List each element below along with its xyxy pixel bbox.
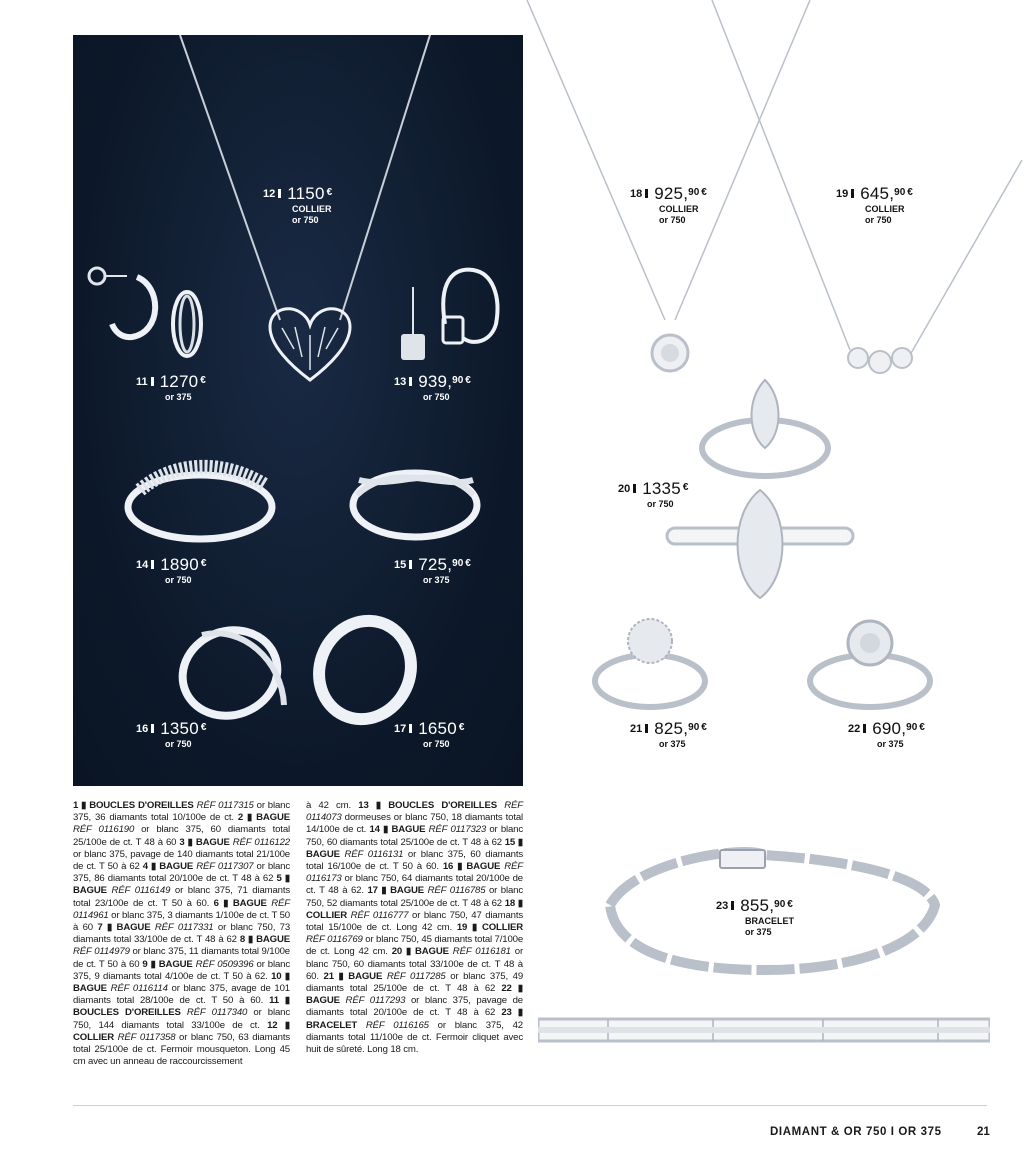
- description-item-title: 9 ▮ BAGUE: [142, 958, 196, 970]
- currency-symbol: €: [787, 899, 793, 910]
- product-number: 19: [836, 188, 849, 200]
- description-column-1: [73, 800, 290, 1068]
- price-label-21: [630, 720, 707, 749]
- description-item-title: 15 ▮ BAGUE: [306, 836, 523, 860]
- description-item-ref: RÉF 0116777: [350, 909, 409, 921]
- price-label-11: [136, 373, 206, 402]
- currency-symbol: €: [200, 375, 206, 386]
- price-label-16: [136, 720, 206, 749]
- description-item-ref: RÉF 0117315: [196, 800, 254, 811]
- ring-20-top-illustration: [695, 378, 835, 483]
- separator-bar: [645, 724, 648, 733]
- description-item-text: or blanc 750, 64 diamants total 20/100e de ct. T 48 à 62.: [306, 873, 523, 897]
- price-label-20: [618, 480, 688, 509]
- description-item-text: or blanc 375, 36 diamants total 10/100e de ct.: [73, 800, 290, 824]
- separator-bar: [863, 724, 866, 733]
- description-item-title: 2 ▮ BAGUE: [237, 812, 291, 824]
- description-item-title: 12 ▮ COLLIER: [73, 1019, 290, 1043]
- description-item-ref: RÉF 0114961: [73, 897, 290, 921]
- earrings-13-illustration: [393, 262, 508, 372]
- description-item-title: 5 ▮ BAGUE: [73, 873, 290, 897]
- price-label-19: [836, 185, 913, 225]
- product-metal: or 375: [659, 739, 686, 749]
- ring-17-illustration: [303, 612, 428, 727]
- separator-bar: [151, 724, 154, 733]
- description-item-title: 8 ▮ BAGUE: [239, 934, 290, 946]
- description-item-text: or blanc 375, 60 diamants total 16/100e de ct. T 50 à 60.: [306, 848, 524, 873]
- product-metal: or 375: [423, 575, 450, 585]
- description-item-text: or blanc 375, 9 diamants total 4/100e de ct. T 50 à 62.: [73, 958, 290, 982]
- currency-symbol: €: [200, 722, 207, 733]
- description-item-title: 7 ▮ BAGUE: [97, 922, 155, 934]
- product-metal: or 750: [423, 739, 450, 749]
- product-price: 1335: [642, 479, 681, 498]
- description-item-title: 20 ▮ BAGUE: [391, 946, 453, 958]
- description-item-text: or blanc 375, 11 diamants total 9/100e de ct. T 50 à 60: [73, 946, 290, 970]
- currency-symbol: €: [200, 558, 207, 569]
- product-price: 725,: [418, 555, 453, 574]
- price-label-18: [630, 185, 707, 225]
- product-price: 1890: [160, 555, 199, 574]
- description-item-ref: RÉF 0114979: [73, 946, 130, 958]
- product-price-cents: 90: [688, 722, 700, 733]
- product-metal: or 750: [423, 392, 450, 402]
- footer-divider: [73, 1105, 987, 1106]
- bracelet-23-strip-illustration: [538, 1013, 990, 1053]
- description-item-text: or blanc 375, 60 diamants total 25/100e de ct. T 48 à 60: [73, 824, 290, 848]
- description-item-text: or blanc 375, pavage de diamants total 20/100e de ct. T 48 à 62: [306, 995, 523, 1019]
- page-number: 21: [977, 1126, 990, 1138]
- description-item-title: 11 ▮ BOUCLES D'OREILLES: [73, 995, 290, 1019]
- separator-bar: [409, 560, 412, 569]
- product-number: 18: [630, 188, 643, 200]
- description-item-ref: RÉF 0116165: [365, 1019, 429, 1031]
- product-type: BRACELET: [745, 916, 794, 926]
- product-metal: or 375: [165, 392, 192, 402]
- currency-symbol: €: [682, 482, 689, 493]
- product-price: 690,: [872, 719, 907, 738]
- currency-symbol: €: [919, 722, 925, 733]
- product-metal: or 375: [877, 739, 904, 749]
- description-item-ref: RÉF 0117340: [186, 1007, 248, 1019]
- separator-bar: [151, 560, 154, 569]
- product-number: 20: [618, 483, 631, 495]
- product-price: 925,: [654, 184, 689, 203]
- description-item-title: 14 ▮ BAGUE: [369, 824, 429, 836]
- description-item-text: dormeuses or blanc 750, 18 diamants total 14/100e de ct.: [306, 812, 523, 836]
- description-item-ref: RÉF 0509396: [195, 958, 254, 970]
- description-item-ref: RÉF 0114073: [306, 800, 523, 824]
- separator-bar: [645, 189, 648, 198]
- currency-symbol: €: [907, 187, 913, 198]
- description-item-title: 17 ▮ BAGUE: [367, 885, 428, 897]
- description-item-text: or blanc 750, 63 diamants total 25/100e de ct. Fermoir mousqueton. Long 45 cm avec un anneau de raccourcissement: [73, 1031, 290, 1068]
- description-item-title: 21 ▮ BAGUE: [323, 970, 387, 982]
- description-item-title: 19 ▮ COLLIER: [456, 922, 523, 934]
- ring-15-illustration: [345, 455, 485, 550]
- description-item-text: or blanc 750, 60 diamants total 25/100e de ct. T 48 à 62: [306, 824, 524, 848]
- description-item-text: or blanc 375, 49 diamants total 25/100e de ct. T 48 à 62: [306, 970, 524, 995]
- description-column-2: [306, 800, 523, 1056]
- product-number: 22: [848, 723, 861, 735]
- product-number: 16: [136, 723, 149, 735]
- separator-bar: [151, 377, 154, 386]
- description-item-ref: RÉF 0117307: [196, 861, 254, 873]
- description-item-text: or blanc 750, 52 diamants total 25/100e de ct. T 48 à 62: [306, 885, 523, 909]
- description-item-text: or blanc 750, 47 diamants total 15/100e de ct. Long 42 cm.: [306, 909, 523, 934]
- product-price-cents: 90: [894, 187, 906, 198]
- currency-symbol: €: [458, 722, 465, 733]
- description-item-ref: RÉF 0116190: [73, 824, 135, 836]
- product-number: 15: [394, 559, 407, 571]
- description-item-ref: RÉF 0116181: [452, 946, 511, 958]
- product-type: COLLIER: [865, 204, 905, 214]
- product-metal: or 750: [659, 215, 686, 225]
- description-item-ref: RÉF 0117293: [345, 995, 406, 1007]
- product-price-cents: 90: [688, 187, 700, 198]
- description-item-text: or blanc 375, 86 diamants total 20/100e de ct. T 48 à 62: [73, 861, 291, 885]
- product-price: 1270: [159, 372, 199, 391]
- product-price: 1350: [160, 719, 199, 738]
- description-item-ref: RÉF 0116149: [111, 885, 171, 897]
- price-label-22: [848, 720, 925, 749]
- description-item-title: 16 ▮ BAGUE: [442, 861, 505, 873]
- separator-bar: [633, 484, 636, 493]
- separator-bar: [851, 189, 854, 198]
- product-metal: or 375: [745, 927, 772, 937]
- separator-bar: [409, 724, 412, 733]
- description-item-text: or blanc 750, 60 diamants total 33/100e de ct. T 48 à 60.: [306, 946, 523, 982]
- separator-bar: [278, 189, 281, 198]
- product-number: 14: [136, 559, 149, 571]
- description-item-ref: RÉF 0117358: [117, 1031, 176, 1043]
- product-metal: or 750: [647, 499, 674, 509]
- description-item-ref: RÉF 0116785: [427, 885, 486, 897]
- ring-20-side-illustration: [665, 488, 855, 603]
- product-price-cents: 90: [452, 375, 464, 386]
- product-price-cents: 90: [452, 558, 464, 569]
- price-label-13: [394, 373, 471, 402]
- price-label-23: [716, 897, 794, 937]
- description-item-ref: RÉF 0116122: [232, 836, 290, 848]
- currency-symbol: €: [465, 558, 471, 569]
- price-label-15: [394, 556, 471, 585]
- description-item-title: 23 ▮ BRACELET: [306, 1007, 523, 1031]
- description-item-text: or blanc 750, 45 diamants total 7/100e de ct. Long 42 cm.: [306, 934, 524, 958]
- product-price: 825,: [654, 719, 689, 738]
- description-item-title: 1 ▮ BOUCLES D'OREILLES: [73, 800, 197, 811]
- ring-21-illustration: [590, 613, 715, 713]
- description-item-ref: RÉF 0116131: [344, 848, 404, 860]
- description-item-ref: RÉF 0117323: [428, 824, 487, 836]
- product-price-cents: 90: [906, 722, 918, 733]
- ring-16-illustration: [172, 615, 297, 725]
- product-number: 12: [263, 188, 276, 200]
- earrings-11-illustration: [82, 262, 212, 367]
- description-item-text: or blanc 375, 71 diamants total 23/100e de ct. T 50 à 60.: [73, 885, 291, 909]
- product-number: 13: [394, 376, 407, 388]
- description-item-text: or blanc 375, 3 diamants 1/100e de ct. T 50 à 60: [73, 909, 290, 934]
- description-item-ref: RÉF 0117285: [386, 970, 446, 982]
- description-item-title: 13 ▮ BOUCLES D'OREILLES: [358, 800, 505, 811]
- product-metal: or 750: [165, 575, 192, 585]
- product-price-cents: 90: [774, 899, 786, 910]
- description-item-title: 4 ▮ BAGUE: [142, 861, 197, 873]
- description-item-text: or blanc 375, avage de 101 diamants total 28/100e de ct. T 50 à 60.: [73, 983, 290, 1007]
- price-label-12: [263, 185, 332, 225]
- separator-bar: [409, 377, 412, 386]
- ring-14-illustration: [115, 455, 285, 550]
- description-item-title: 3 ▮ BAGUE: [179, 836, 233, 848]
- description-item-title: 6 ▮ BAGUE: [213, 897, 272, 909]
- currency-symbol: €: [326, 187, 333, 198]
- price-label-17: [394, 720, 464, 749]
- description-item-ref: RÉF 0117331: [154, 922, 214, 934]
- description-item-ref: RÉF 0116114: [110, 983, 168, 995]
- description-item-ref: RÉF 0116173: [306, 861, 523, 885]
- product-price: 1150: [287, 184, 325, 203]
- footer-section-label: DIAMANT & OR 750 I OR 375: [770, 1126, 942, 1138]
- description-item-text: or blanc 375, 42 diamants total 11/100e de ct. Fermoir cliquet avec huit de sûreté. Long 18 cm.: [306, 1019, 523, 1056]
- product-metal: or 750: [865, 215, 892, 225]
- currency-symbol: €: [465, 375, 471, 386]
- product-number: 11: [136, 376, 148, 388]
- currency-symbol: €: [701, 187, 707, 198]
- currency-symbol: €: [701, 722, 707, 733]
- description-item-title: 22 ▮ BAGUE: [306, 983, 523, 1007]
- product-price: 645,: [860, 184, 895, 203]
- product-price: 855,: [740, 896, 775, 915]
- description-item-ref: RÉF 0116769: [306, 934, 363, 946]
- product-number: 21: [630, 723, 643, 735]
- description-item-title: 10 ▮ BAGUE: [73, 970, 290, 995]
- product-price: 1650: [418, 719, 457, 738]
- product-number: 17: [394, 723, 407, 735]
- product-metal: or 750: [292, 215, 319, 225]
- price-label-14: [136, 556, 206, 585]
- description-item-text: or blanc 750, 144 diamants total 33/100e de ct.: [73, 1007, 290, 1031]
- product-metal: or 750: [165, 739, 192, 749]
- description-item-text: or blanc 750, 73 diamants total 33/100e de ct. T 48 à 62: [73, 922, 291, 946]
- product-type: COLLIER: [292, 204, 332, 214]
- separator-bar: [731, 901, 734, 910]
- product-price: 939,: [418, 372, 453, 391]
- description-item-text: à 42 cm.: [306, 800, 359, 811]
- product-type: COLLIER: [659, 204, 699, 214]
- product-number: 23: [716, 900, 729, 912]
- description-item-text: or blanc 375, pavage de 140 diamants total 21/100e de ct. T 50 à 62: [73, 848, 290, 873]
- description-item-title: 18 ▮ COLLIER: [306, 897, 523, 921]
- ring-22-illustration: [803, 613, 938, 713]
